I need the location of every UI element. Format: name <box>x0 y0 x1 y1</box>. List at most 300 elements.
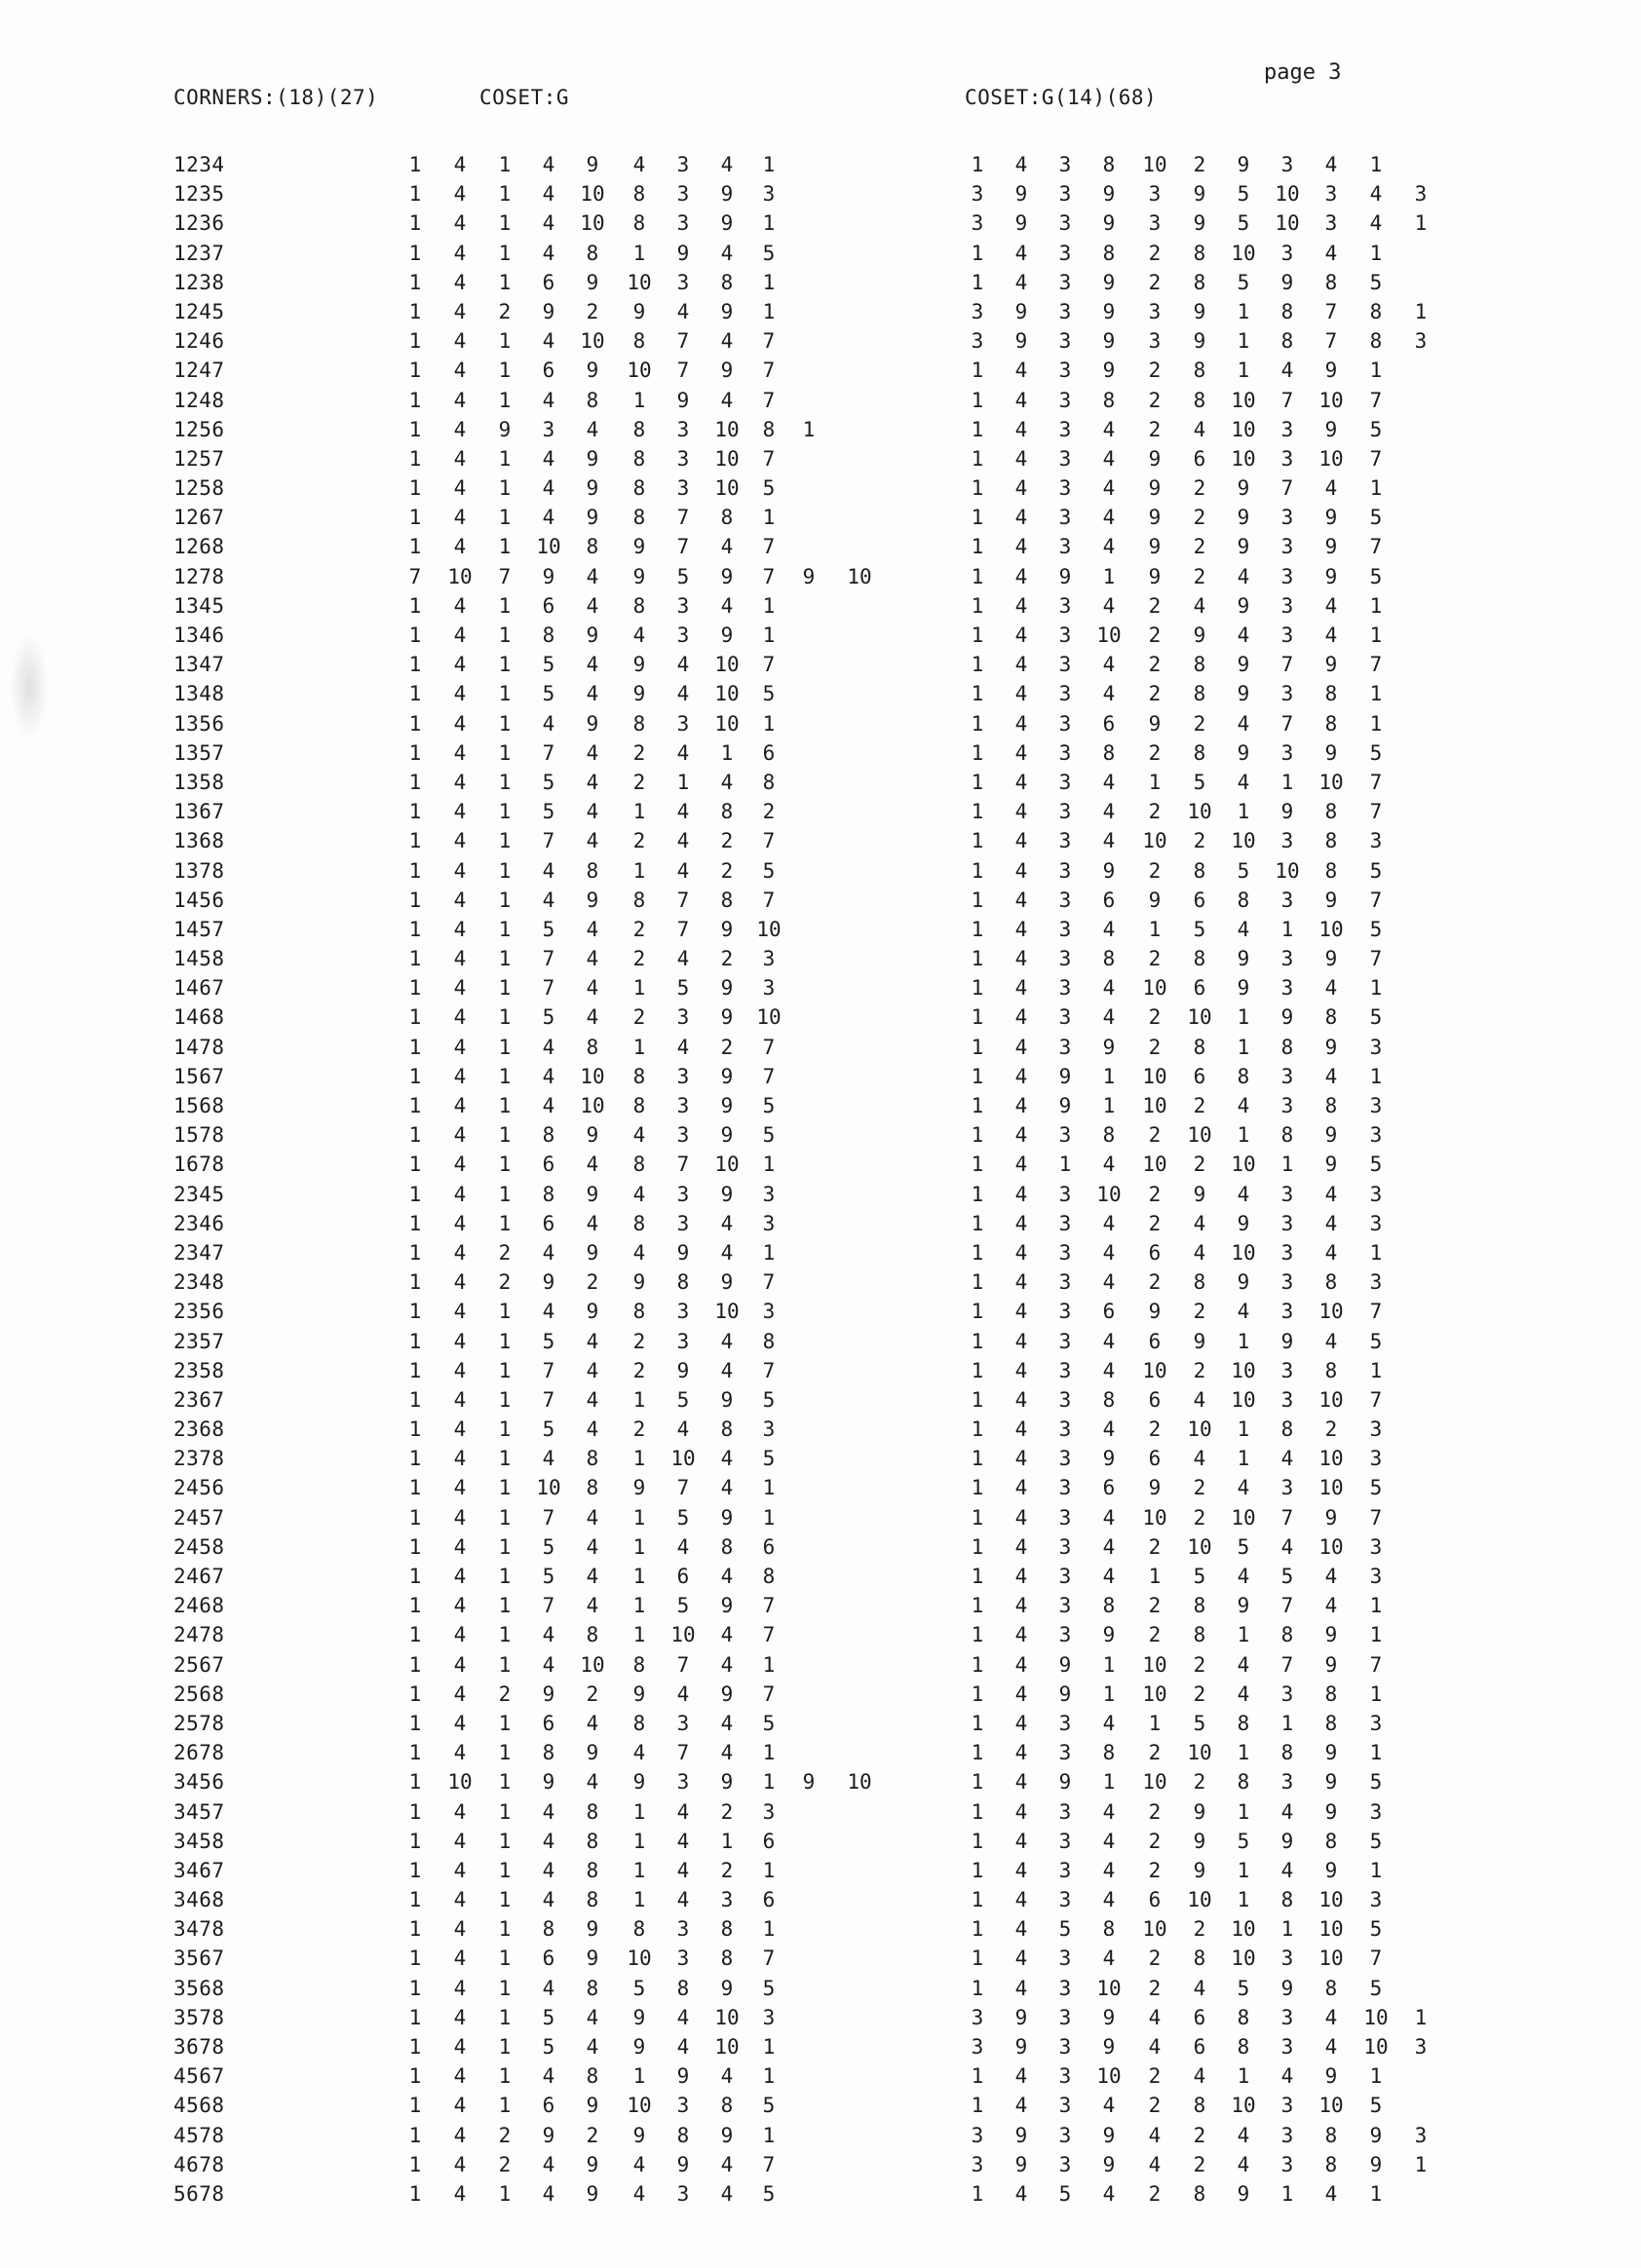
coset-g14-68-cell: 1 <box>971 1888 984 1912</box>
coset-g14-68-cell: 3 <box>1058 800 1072 824</box>
coset-g14-68-cell: 5 <box>1193 770 1206 794</box>
coset-g14-68-cell: 4 <box>1237 2123 1250 2147</box>
coset-g14-68-cell: 3 <box>1369 1182 1383 1206</box>
coset-g-cell: 1 <box>762 593 776 618</box>
coset-g14-68-cell: 3 <box>1058 1387 1072 1412</box>
coset-g-cell: 5 <box>676 1387 690 1412</box>
coset-g-cell: 1 <box>632 1799 646 1824</box>
coset-g14-68-cell: 3 <box>1058 1976 1072 2000</box>
coset-g14-68-cell: 4 <box>1148 2035 1162 2059</box>
table-row <box>0 1385 1641 1415</box>
coset-g14-68-cell: 1 <box>1280 1153 1294 1177</box>
coset-g-cell: 4 <box>453 1711 467 1735</box>
coset-g14-68-cell: 5 <box>1058 1917 1072 1942</box>
coset-g14-68-cell: 1 <box>1102 1652 1116 1677</box>
coset-g14-68-cell: 2 <box>1148 1858 1162 1882</box>
coset-g14-68-cell: 3 <box>1058 388 1072 412</box>
table-row <box>0 738 1641 768</box>
coset-g-cell: 9 <box>586 446 599 471</box>
coset-g14-68-cell: 7 <box>1369 800 1383 824</box>
row-label: 3457 <box>173 1799 225 1824</box>
coset-g-cell: 8 <box>586 1976 599 2000</box>
coset-g-cell: 4 <box>586 2005 599 2029</box>
table-row <box>0 356 1641 385</box>
coset-g14-68-cell: 4 <box>1148 2123 1162 2147</box>
coset-g14-68-cell: 10 <box>1231 241 1256 265</box>
coset-g14-68-cell: 2 <box>1193 2152 1206 2176</box>
coset-g14-68-cell: 4 <box>1324 976 1338 1001</box>
coset-g-cell: 10 <box>627 270 652 294</box>
coset-g14-68-cell: 1 <box>971 1123 984 1148</box>
coset-g14-68-cell: 3 <box>1280 682 1294 706</box>
coset-g14-68-cell: 1 <box>1369 1594 1383 1618</box>
corners-heading: CORNERS:(18)(27) <box>173 86 379 109</box>
coset-g14-68-cell: 3 <box>1280 506 1294 530</box>
row-label: 4678 <box>173 2152 225 2176</box>
coset-g-cell: 4 <box>676 1888 690 1912</box>
table-row <box>0 1062 1641 1091</box>
coset-g-cell: 4 <box>586 1329 599 1353</box>
coset-g-cell: 8 <box>632 476 646 501</box>
coset-g-cell: 1 <box>498 535 512 559</box>
coset-g14-68-cell: 7 <box>1280 653 1294 677</box>
coset-g14-68-cell: 5 <box>1369 740 1383 765</box>
coset-g14-68-cell: 1 <box>971 388 984 412</box>
coset-g-cell: 4 <box>453 770 467 794</box>
coset-g14-68-cell: 4 <box>1014 1565 1028 1588</box>
coset-g-cell: 4 <box>453 829 467 853</box>
coset-g-cell: 1 <box>408 1565 422 1588</box>
row-label: 3478 <box>173 1917 225 1942</box>
coset-g-cell: 4 <box>453 446 467 471</box>
coset-g-cell: 5 <box>542 917 555 941</box>
coset-g14-68-cell: 8 <box>1369 299 1383 323</box>
coset-g-cell: 1 <box>762 2064 776 2089</box>
coset-g-cell: 4 <box>586 1594 599 1618</box>
coset-g-cell: 10 <box>580 182 605 207</box>
table-row <box>0 1473 1641 1502</box>
coset-g-cell: 3 <box>676 417 690 441</box>
row-label: 1468 <box>173 1005 225 1030</box>
coset-g14-68-cell: 4 <box>1102 1270 1116 1295</box>
coset-g-cell: 1 <box>408 1799 422 1824</box>
coset-g14-68-cell: 3 <box>1058 1005 1072 1030</box>
coset-g-cell: 4 <box>586 829 599 853</box>
coset-g-cell: 1 <box>498 947 512 971</box>
coset-g14-68-cell: 10 <box>1187 1418 1212 1442</box>
coset-g-cell: 7 <box>408 564 422 588</box>
row-label: 2456 <box>173 1476 225 1500</box>
coset-g-cell: 7 <box>542 1505 555 1530</box>
coset-g14-68-cell: 4 <box>1324 1329 1338 1353</box>
coset-g14-68-cell: 3 <box>1058 417 1072 441</box>
coset-g14-68-cell: 1 <box>1237 1418 1250 1442</box>
table-row <box>0 1709 1641 1738</box>
coset-g14-68-cell: 3 <box>1280 2005 1294 2029</box>
coset-g14-68-cell: 1 <box>1280 1917 1294 1942</box>
coset-g14-68-cell: 6 <box>1148 1329 1162 1353</box>
coset-g-cell: 1 <box>498 1741 512 1765</box>
coset-g-cell: 5 <box>542 2005 555 2029</box>
table-row <box>0 856 1641 886</box>
coset-g-cell: 4 <box>453 858 467 883</box>
coset-g-cell: 1 <box>408 2123 422 2147</box>
coset-g14-68-cell: 9 <box>1014 2152 1028 2176</box>
coset-g-cell: 4 <box>676 947 690 971</box>
coset-g-cell: 5 <box>542 653 555 677</box>
coset-g14-68-cell: 1 <box>1148 770 1162 794</box>
coset-g-cell: 4 <box>453 182 467 207</box>
coset-g14-68-cell: 3 <box>1058 1418 1072 1442</box>
coset-g-cell: 6 <box>542 359 555 383</box>
coset-g14-68-cell: 8 <box>1102 740 1116 765</box>
coset-g14-68-cell: 1 <box>1237 1329 1250 1353</box>
coset-g-cell: 6 <box>762 740 776 765</box>
coset-g14-68-cell: 10 <box>1275 858 1300 883</box>
coset-g-cell: 1 <box>408 329 422 354</box>
coset-g-cell: 2 <box>632 770 646 794</box>
coset-g-cell: 1 <box>408 299 422 323</box>
coset-g-cell: 4 <box>586 564 599 588</box>
coset-g-cell: 9 <box>632 1682 646 1706</box>
coset-g14-68-cell: 8 <box>1102 153 1116 176</box>
coset-g14-68-cell: 2 <box>1193 1917 1206 1942</box>
coset-g14-68-cell: 10 <box>1275 182 1300 207</box>
table-row <box>0 1974 1641 2003</box>
coset-g-cell: 1 <box>498 1064 512 1088</box>
coset-g-cell: 9 <box>542 1770 555 1795</box>
coset-g14-68-cell: 2 <box>1193 1682 1206 1706</box>
coset-g14-68-cell: 1 <box>971 1947 984 1971</box>
coset-g14-68-cell: 8 <box>1237 2035 1250 2059</box>
coset-g14-68-cell: 7 <box>1280 476 1294 501</box>
coset-g14-68-cell: 4 <box>1014 1976 1028 2000</box>
coset-g14-68-cell: 1 <box>1237 2064 1250 2089</box>
coset-g-cell: 4 <box>542 2064 555 2089</box>
coset-g-cell: 1 <box>498 1476 512 1500</box>
coset-g-cell: 3 <box>676 1917 690 1942</box>
coset-g14-68-cell: 5 <box>1369 1917 1383 1942</box>
coset-g-cell: 8 <box>586 2064 599 2089</box>
coset-g14-68-cell: 4 <box>1014 1476 1028 1500</box>
coset-g14-68-cell: 4 <box>1014 1270 1028 1295</box>
coset-g-cell: 4 <box>542 2152 555 2176</box>
coset-g14-68-cell: 4 <box>1324 476 1338 501</box>
coset-g-cell: 4 <box>586 917 599 941</box>
coset-g-cell: 1 <box>498 1770 512 1795</box>
coset-g14-68-cell: 9 <box>1102 299 1116 323</box>
coset-g-cell: 10 <box>670 1623 696 1647</box>
coset-g-cell: 4 <box>453 241 467 265</box>
table-row <box>0 1944 1641 1973</box>
coset-g14-68-cell: 1 <box>1237 1005 1250 1030</box>
coset-g-cell: 4 <box>453 711 467 736</box>
coset-g-cell: 6 <box>542 1711 555 1735</box>
coset-g14-68-cell: 4 <box>1102 829 1116 853</box>
coset-g-cell: 5 <box>676 1594 690 1618</box>
coset-g-cell: 8 <box>632 211 646 236</box>
coset-g-cell: 1 <box>498 1888 512 1912</box>
row-label: 2348 <box>173 1270 225 1295</box>
coset-g-cell: 9 <box>720 1064 734 1088</box>
coset-g-cell: 7 <box>762 1947 776 1971</box>
coset-g14-68-cell: 1 <box>971 153 984 176</box>
table-row <box>0 239 1641 268</box>
coset-g14-68-cell: 1 <box>1237 299 1250 323</box>
coset-g-cell: 7 <box>676 1741 690 1765</box>
coset-g14-68-cell: 6 <box>1193 2035 1206 2059</box>
coset-g-cell: 4 <box>676 740 690 765</box>
coset-g-cell: 3 <box>676 1005 690 1030</box>
coset-g-cell: 4 <box>586 1505 599 1530</box>
coset-g-cell: 2 <box>498 2123 512 2147</box>
coset-g-cell: 8 <box>720 888 734 912</box>
row-label: 1378 <box>173 858 225 883</box>
coset-g14-68-cell: 3 <box>1058 624 1072 647</box>
coset-g-cell: 8 <box>542 1917 555 1942</box>
coset-g-cell: 4 <box>542 1888 555 1912</box>
coset-g-cell: 1 <box>408 1888 422 1912</box>
coset-g-cell: 4 <box>586 2035 599 2059</box>
row-label: 2467 <box>173 1565 225 1588</box>
coset-g-cell: 1 <box>408 270 422 294</box>
coset-g-cell: 1 <box>498 388 512 412</box>
coset-g14-68-cell: 4 <box>1280 2064 1294 2089</box>
coset-g-cell: 1 <box>498 829 512 853</box>
coset-g-cell: 4 <box>542 858 555 883</box>
coset-g-cell: 4 <box>542 1829 555 1853</box>
coset-g14-68-cell: 8 <box>1237 2005 1250 2029</box>
coset-g-cell: 1 <box>408 2094 422 2118</box>
row-label: 2358 <box>173 1358 225 1382</box>
coset-g-cell: 1 <box>498 653 512 677</box>
coset-g14-68-cell: 1 <box>971 564 984 588</box>
coset-g-cell: 4 <box>453 1976 467 2000</box>
coset-g14-68-cell: 3 <box>1058 888 1072 912</box>
coset-g-cell: 10 <box>756 1005 782 1030</box>
row-label: 5678 <box>173 2181 225 2206</box>
coset-g-cell: 1 <box>408 1682 422 1706</box>
coset-g-cell: 4 <box>453 1300 467 1324</box>
coset-g-cell: 9 <box>676 388 690 412</box>
coset-g14-68-cell: 9 <box>1237 476 1250 501</box>
row-label: 2478 <box>173 1623 225 1647</box>
coset-g14-68-cell: 6 <box>1193 976 1206 1001</box>
coset-g-cell: 8 <box>676 1270 690 1295</box>
coset-g14-68-cell: 4 <box>1193 1240 1206 1265</box>
table-row <box>0 1562 1641 1591</box>
coset-g14-68-cell: 10 <box>1231 388 1256 412</box>
coset-g14-68-cell: 9 <box>1193 624 1206 647</box>
coset-g-cell: 4 <box>542 388 555 412</box>
coset-g-cell: 4 <box>453 2094 467 2118</box>
coset-g14-68-cell: 4 <box>1014 1211 1028 1235</box>
coset-g14-68-cell: 3 <box>1280 2152 1294 2176</box>
coset-g-cell: 4 <box>586 800 599 824</box>
coset-g-cell: 1 <box>498 1387 512 1412</box>
coset-g-cell: 1 <box>632 1035 646 1059</box>
coset-g14-68-cell: 4 <box>1014 1447 1028 1471</box>
coset-g-cell: 4 <box>453 506 467 530</box>
coset-g14-68-cell: 3 <box>1058 858 1072 883</box>
coset-g-cell: 1 <box>408 1594 422 1618</box>
coset-g14-68-cell: 9 <box>1193 1182 1206 1206</box>
coset-g14-68-cell: 9 <box>1237 740 1250 765</box>
coset-g14-68-cell: 10 <box>1231 1917 1256 1942</box>
coset-g-cell: 1 <box>408 1300 422 1324</box>
coset-g14-68-cell: 3 <box>1058 1711 1072 1735</box>
coset-g14-68-cell: 4 <box>1237 564 1250 588</box>
coset-g14-68-cell: 3 <box>1369 1094 1383 1117</box>
coset-g14-68-cell: 1 <box>1280 1711 1294 1735</box>
coset-g14-68-cell: 4 <box>1324 1182 1338 1206</box>
coset-g14-68-cell: 4 <box>1102 1211 1116 1235</box>
coset-g14-68-cell: 1 <box>971 1005 984 1030</box>
coset-g-cell: 6 <box>762 1829 776 1853</box>
coset-g14-68-cell: 9 <box>1102 270 1116 294</box>
coset-g-cell: 3 <box>720 1888 734 1912</box>
coset-g14-68-cell: 9 <box>1324 653 1338 677</box>
coset-g14-68-cell: 8 <box>1237 1064 1250 1088</box>
coset-g14-68-cell: 8 <box>1193 740 1206 765</box>
table-row <box>0 1120 1641 1150</box>
coset-g-cell: 7 <box>762 388 776 412</box>
coset-g14-68-cell: 9 <box>1324 417 1338 441</box>
table-row <box>0 944 1641 973</box>
coset-g-cell: 2 <box>632 1005 646 1030</box>
coset-g14-68-cell: 8 <box>1324 858 1338 883</box>
coset-g-cell: 1 <box>408 1711 422 1735</box>
coset-g-cell: 9 <box>720 2123 734 2147</box>
coset-g14-68-cell: 3 <box>1369 1447 1383 1471</box>
coset-g-cell: 1 <box>632 1534 646 1559</box>
coset-g-cell: 4 <box>542 446 555 471</box>
coset-g14-68-cell: 3 <box>1280 1387 1294 1412</box>
coset-g-cell: 1 <box>720 1829 734 1853</box>
coset-g14-68-cell: 3 <box>1280 1947 1294 1971</box>
coset-g14-68-cell: 5 <box>1193 917 1206 941</box>
coset-g-cell: 1 <box>408 1240 422 1265</box>
coset-g14-68-cell: 2 <box>1148 1594 1162 1618</box>
coset-g14-68-cell: 1 <box>1369 1682 1383 1706</box>
coset-g14-68-cell: 2 <box>1148 1623 1162 1647</box>
coset-g14-68-cell: 4 <box>1102 1153 1116 1177</box>
coset-g14-68-cell: 3 <box>1280 1770 1294 1795</box>
coset-g14-68-cell: 9 <box>1324 1623 1338 1647</box>
coset-g-cell: 1 <box>498 1447 512 1471</box>
coset-g14-68-cell: 3 <box>1058 1476 1072 1500</box>
coset-g-cell: 10 <box>580 1652 605 1677</box>
coset-g-cell: 9 <box>542 299 555 323</box>
coset-g14-68-cell: 4 <box>1014 740 1028 765</box>
coset-g14-68-cell: 5 <box>1237 182 1250 207</box>
coset-g14-68-cell: 9 <box>1014 2035 1028 2059</box>
coset-g-cell: 2 <box>720 829 734 853</box>
table-row <box>0 1297 1641 1326</box>
coset-g-cell: 5 <box>676 564 690 588</box>
coset-g-cell: 4 <box>676 1534 690 1559</box>
coset-g14-68-cell: 4 <box>1324 2181 1338 2206</box>
coset-g-cell: 1 <box>498 1300 512 1324</box>
coset-g-cell: 1 <box>498 1534 512 1559</box>
coset-g-cell: 1 <box>408 1858 422 1882</box>
coset-g14-68-cell: 9 <box>1369 2123 1383 2147</box>
coset-g-cell: 4 <box>586 947 599 971</box>
coset-g-cell: 9 <box>542 564 555 588</box>
coset-g-cell: 9 <box>586 2152 599 2176</box>
coset-g14-68-cell: 3 <box>1058 2152 1072 2176</box>
coset-g14-68-cell: 9 <box>1237 976 1250 1001</box>
coset-g14-68-cell: 4 <box>1014 858 1028 883</box>
coset-g14-68-cell: 2 <box>1148 1123 1162 1148</box>
coset-g14-68-cell: 9 <box>1280 1005 1294 1030</box>
coset-g-cell: 4 <box>676 858 690 883</box>
coset-g-cell: 8 <box>586 1623 599 1647</box>
coset-g14-68-cell: 4 <box>1324 1594 1338 1618</box>
coset-g14-68-cell: 9 <box>1324 1770 1338 1795</box>
coset-g-cell: 8 <box>762 770 776 794</box>
coset-g14-68-cell: 10 <box>1142 1505 1167 1530</box>
row-label: 2457 <box>173 1505 225 1530</box>
coset-g-cell: 4 <box>632 1123 646 1148</box>
coset-g14-68-cell: 4 <box>1014 1505 1028 1530</box>
coset-g14-68-cell: 4 <box>1237 917 1250 941</box>
coset-g-cell: 4 <box>586 1005 599 1030</box>
coset-g14-68-cell: 3 <box>971 182 984 207</box>
coset-g-cell: 3 <box>676 182 690 207</box>
coset-g-cell: 5 <box>762 1447 776 1471</box>
coset-g14-68-cell: 1 <box>1237 1799 1250 1824</box>
coset-g14-68-cell: 4 <box>1237 1565 1250 1588</box>
coset-g-cell: 3 <box>676 446 690 471</box>
coset-g14-68-cell: 1 <box>1369 682 1383 706</box>
coset-g14-68-cell: 8 <box>1102 947 1116 971</box>
coset-g14-68-cell: 5 <box>1369 1329 1383 1353</box>
row-label: 1357 <box>173 740 225 765</box>
coset-g14-68-cell: 3 <box>1369 1888 1383 1912</box>
coset-g-cell: 1 <box>762 1741 776 1765</box>
coset-g14-68-cell: 3 <box>1280 1240 1294 1265</box>
coset-g-cell: 9 <box>720 299 734 323</box>
row-label: 4568 <box>173 2094 225 2118</box>
coset-g-cell: 4 <box>720 1741 734 1765</box>
coset-g14-68-cell: 2 <box>1148 740 1162 765</box>
row-label: 2567 <box>173 1652 225 1677</box>
coset-g-cell: 7 <box>542 829 555 853</box>
coset-g14-68-cell: 1 <box>971 2181 984 2206</box>
table-row <box>0 473 1641 503</box>
coset-g14-68-cell: 2 <box>1193 564 1206 588</box>
coset-g14-68-cell: 2 <box>1193 1094 1206 1117</box>
coset-g-cell: 1 <box>802 417 816 441</box>
coset-g14-68-cell: 2 <box>1148 2181 1162 2206</box>
coset-g-cell: 4 <box>720 2152 734 2176</box>
coset-g14-68-cell: 4 <box>1324 1240 1338 1265</box>
coset-g14-68-cell: 5 <box>1237 1534 1250 1559</box>
coset-g14-68-cell: 10 <box>1318 2094 1344 2118</box>
coset-g-cell: 1 <box>408 1358 422 1382</box>
coset-g14-68-cell: 3 <box>1280 1182 1294 1206</box>
coset-g14-68-cell: 3 <box>1058 359 1072 383</box>
row-label: 1245 <box>173 299 225 323</box>
coset-g-cell: 10 <box>714 417 740 441</box>
row-label: 3458 <box>173 1829 225 1853</box>
coset-g-cell: 9 <box>676 241 690 265</box>
coset-g14-68-cell: 9 <box>1102 858 1116 883</box>
coset-g14-68-cell: 9 <box>1014 2005 1028 2029</box>
coset-g-cell: 2 <box>632 1329 646 1353</box>
coset-g14-68-cell: 3 <box>1058 770 1072 794</box>
